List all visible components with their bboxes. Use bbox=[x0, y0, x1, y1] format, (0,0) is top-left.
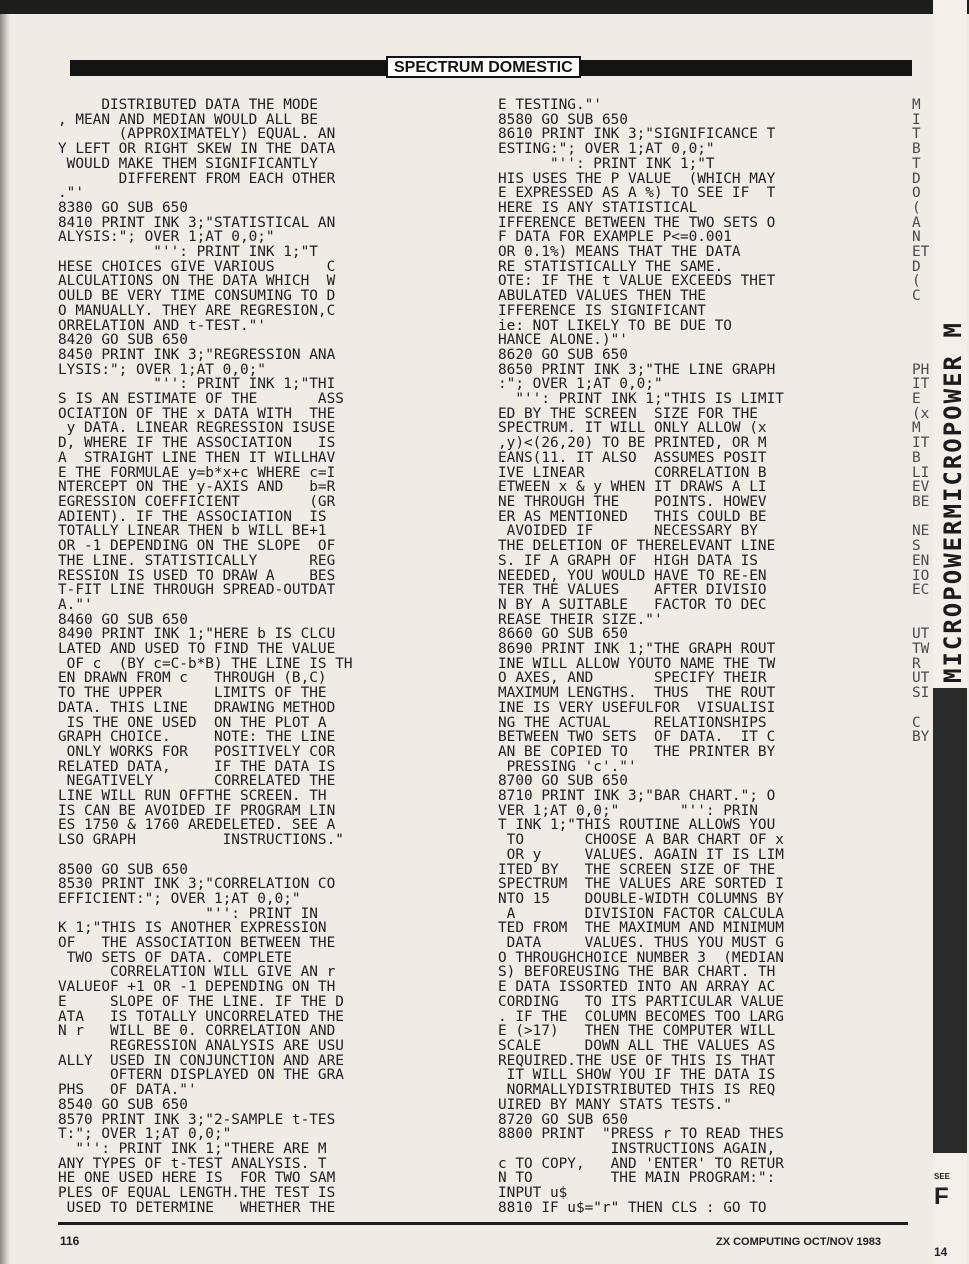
listing-line: 8410 PRINT INK 3;"STATISTICAL AN bbox=[58, 214, 336, 231]
listing-line: 8530 PRINT INK 3;"CORRELATION CO bbox=[58, 876, 336, 893]
listing-line: OF c (BY c=C-b*B) THE LINE IS TH bbox=[58, 655, 353, 672]
listing-line: 8580 GO SUB 650 bbox=[498, 111, 628, 128]
listing-line: "'': PRINT IN bbox=[58, 905, 318, 922]
ghost-text-fragment: UT bbox=[912, 670, 930, 687]
listing-line: ADIENT). IF THE ASSOCIATION IS bbox=[58, 508, 327, 525]
listing-line: 8380 GO SUB 650 bbox=[58, 199, 188, 216]
listing-line: VALUEOF +1 OR -1 DEPENDING ON TH bbox=[58, 979, 336, 996]
listing-line: HE ONE USED HERE IS FOR TWO SAM bbox=[58, 1170, 336, 1187]
listing-line: "'': PRINT INK 1;"THERE ARE M bbox=[58, 1140, 327, 1157]
listing-line: TO CHOOSE A BAR CHART OF x bbox=[498, 832, 784, 849]
ghost-text-fragment: N bbox=[912, 229, 921, 246]
listing-line: ALYSIS:"; OVER 1;AT 0,0;" bbox=[58, 229, 275, 246]
listing-line: NE THROUGH THE POINTS. HOWEV bbox=[498, 493, 767, 510]
listing-line: OR -1 DEPENDING ON THE SLOPE OF bbox=[58, 538, 336, 555]
listing-line: PHS OF DATA."' bbox=[58, 1082, 197, 1099]
listing-line: OR 0.1%) MEANS THAT THE DATA bbox=[498, 244, 741, 261]
ghost-text-fragment: T bbox=[912, 126, 921, 143]
listing-line: TER THE VALUES AFTER DIVISIO bbox=[498, 582, 767, 599]
listing-line: AN BE COPIED TO THE PRINTER BY bbox=[498, 743, 776, 760]
listing-line: ALCULATIONS ON THE DATA WHICH W bbox=[58, 273, 336, 290]
ghost-text-fragment: S bbox=[912, 538, 921, 555]
listing-line: ORRELATION AND t-TEST."' bbox=[58, 317, 266, 334]
ghost-text-fragment: EC bbox=[912, 582, 930, 599]
listing-line: y DATA. LINEAR REGRESSION ISUSE bbox=[58, 420, 336, 437]
ghost-text-fragment: SI bbox=[912, 685, 930, 702]
ghost-text-fragment: (x bbox=[912, 405, 930, 422]
listing-line: ANY TYPES OF t-TEST ANALYSIS. T bbox=[58, 1155, 327, 1172]
listing-line: N BY A SUITABLE FACTOR TO DEC bbox=[498, 596, 767, 613]
listing-line: S. IF A GRAPH OF HIGH DATA IS bbox=[498, 552, 758, 569]
ghost-text-fragment: EV bbox=[912, 479, 930, 496]
advert-tag-letter: F bbox=[934, 1183, 949, 1210]
listing-line: EGRESSION COEFFICIENT (GR bbox=[58, 493, 336, 510]
ghost-text-fragment: M bbox=[912, 420, 921, 437]
listing-line: "'': PRINT INK 1;"THI bbox=[58, 376, 336, 393]
listing-line: T-FIT LINE THROUGH SPREAD-OUTDAT bbox=[58, 582, 336, 599]
ghost-text-fragment: EN bbox=[912, 552, 930, 569]
listing-line: 8620 GO SUB 650 bbox=[498, 346, 628, 363]
listing-line: IVE LINEAR CORRELATION B bbox=[498, 464, 767, 481]
listing-line: K 1;"THIS IS ANOTHER EXPRESSION bbox=[58, 920, 327, 937]
listing-line: CORDING TO ITS PARTICULAR VALUE bbox=[498, 993, 784, 1010]
listing-line: BETWEEN TWO SETS OF DATA. IT C bbox=[498, 729, 776, 746]
listing-line: 8450 PRINT INK 3;"REGRESSION ANA bbox=[58, 346, 336, 363]
section-title: SPECTRUM DOMESTIC bbox=[386, 56, 581, 78]
listing-line: OF THE ASSOCIATION BETWEEN THE bbox=[58, 935, 336, 952]
listing-line: TWO SETS OF DATA. COMPLETE bbox=[58, 949, 292, 966]
listing-line: SPECTRUM THE VALUES ARE SORTED I bbox=[498, 876, 784, 893]
listing-line: IFFERENCE IS SIGNIFICANT bbox=[498, 302, 706, 319]
listing-line: ONLY WORKS FOR POSITIVELY COR bbox=[58, 743, 336, 760]
listing-line: TED FROM THE MAXIMUM AND MINIMUM bbox=[498, 920, 784, 937]
listing-line: DATA VALUES. THUS YOU MUST G bbox=[498, 935, 784, 952]
listing-line: RE STATISTICALLY THE SAME. bbox=[498, 258, 724, 275]
listing-line: TO THE UPPER LIMITS OF THE bbox=[58, 685, 327, 702]
advert-strip bbox=[933, 0, 967, 1264]
ghost-text-fragment: PH bbox=[912, 361, 930, 378]
listing-line: OTE: IF THE t VALUE EXCEEDS THET bbox=[498, 273, 776, 290]
ghost-text-fragment: IT bbox=[912, 376, 930, 393]
ghost-text-fragment: R bbox=[912, 655, 921, 672]
listing-line: LSO GRAPH INSTRUCTIONS." bbox=[58, 832, 344, 849]
ghost-text-fragment: T bbox=[912, 155, 921, 172]
listing-line: :"; OVER 1;AT 0,0;" bbox=[498, 376, 663, 393]
adjacent-page-ghost-text bbox=[912, 98, 929, 745]
ghost-text-fragment: C bbox=[912, 288, 921, 305]
listing-line: CORRELATION WILL GIVE AN r bbox=[58, 964, 336, 981]
ghost-text-fragment: E bbox=[912, 391, 921, 408]
section-header bbox=[70, 56, 912, 78]
advert-tag-number: 14 bbox=[934, 1245, 948, 1259]
listing-line: HERE IS ANY STATISTICAL bbox=[498, 199, 698, 216]
listing-line: 8800 PRINT "PRESS r TO READ THES bbox=[498, 1126, 784, 1143]
listing-line: NTERCEPT ON THE y-AXIS AND b=R bbox=[58, 479, 336, 496]
listing-line: ATA IS TOTALLY UNCORRELATED THE bbox=[58, 1008, 344, 1025]
listing-line: LINE WILL RUN OFFTHE SCREEN. TH bbox=[58, 788, 327, 805]
listing-line: IS CAN BE AVOIDED IF PROGRAM LIN bbox=[58, 802, 336, 819]
listing-line: NG THE ACTUAL RELATIONSHIPS bbox=[498, 714, 767, 731]
listing-line: EN DRAWN FROM c THROUGH (B,C) bbox=[58, 670, 327, 687]
listing-line: INSTRUCTIONS AGAIN, bbox=[498, 1140, 776, 1157]
listing-line: E DATA ISSORTED INTO AN ARRAY AC bbox=[498, 979, 776, 996]
listing-line: 8810 IF u$="r" THEN CLS : GO TO bbox=[498, 1199, 767, 1213]
listing-line: IT WILL SHOW YOU IF THE DATA IS bbox=[498, 1067, 776, 1084]
listing-line: 8650 PRINT INK 3;"THE LINE GRAPH bbox=[498, 361, 776, 378]
listing-line: LATED AND USED TO FIND THE VALUE bbox=[58, 641, 336, 658]
adjacent-page-margin bbox=[912, 0, 969, 1264]
listing-line: OULD BE VERY TIME CONSUMING TO D bbox=[58, 288, 336, 305]
listing-line: RESSION IS USED TO DRAW A BES bbox=[58, 567, 336, 584]
listing-line: ,y)<(26,20) TO BE PRINTED, OR M bbox=[498, 435, 767, 452]
listing-line: O MANUALLY. THEY ARE REGRESION,C bbox=[58, 302, 336, 319]
listing-line: HIS USES THE P VALUE (WHICH MAY bbox=[498, 170, 776, 187]
listing-line: NEGATIVELY CORRELATED THE bbox=[58, 773, 336, 790]
advert-tag-see: SEE bbox=[934, 1172, 951, 1181]
listing-line: "'': PRINT INK 1;"T bbox=[498, 155, 715, 172]
ghost-text-fragment: I bbox=[912, 111, 921, 128]
ghost-text-fragment: TW bbox=[912, 641, 930, 658]
listing-line: OCIATION OF THE x DATA WITH THE bbox=[58, 405, 336, 422]
listing-line: N r WILL BE 0. CORRELATION AND bbox=[58, 1023, 336, 1040]
listing-line: NTO 15 DOUBLE-WIDTH COLUMNS BY bbox=[498, 890, 784, 907]
page-number: 116 bbox=[60, 1234, 80, 1248]
listing-line: 8460 GO SUB 650 bbox=[58, 611, 188, 628]
listing-line: ITED BY THE SCREEN SIZE OF THE bbox=[498, 861, 776, 878]
ghost-text-fragment: ET bbox=[912, 244, 930, 261]
listing-line: "'': PRINT INK 1;"T bbox=[58, 244, 318, 261]
listing-line: E SLOPE OF THE LINE. IF THE D bbox=[58, 993, 344, 1010]
footer-rule bbox=[58, 1222, 908, 1225]
listing-line: 8490 PRINT INK 1;"HERE b IS CLCU bbox=[58, 626, 336, 643]
listing-line: S IS AN ESTIMATE OF THE ASS bbox=[58, 391, 344, 408]
listing-line: A DIVISION FACTOR CALCULA bbox=[498, 905, 784, 922]
ghost-text-fragment: ( bbox=[912, 273, 921, 290]
listing-line: REASE THEIR SIZE."' bbox=[498, 611, 663, 628]
listing-line: AVOIDED IF NECESSARY BY bbox=[498, 523, 758, 540]
ghost-text-fragment: C bbox=[912, 714, 921, 731]
listing-line: 8690 PRINT INK 1;"THE GRAPH ROUT bbox=[498, 641, 776, 658]
ghost-text-fragment: IO bbox=[912, 567, 930, 584]
listing-line: HANCE ALONE.)"' bbox=[498, 332, 628, 349]
listing-line: ABULATED VALUES THEN THE bbox=[498, 288, 706, 305]
listing-line: INPUT u$ bbox=[498, 1185, 568, 1202]
listing-line: REQUIRED.THE USE OF THIS IS THAT bbox=[498, 1052, 776, 1069]
listing-line: . IF THE COLUMN BECOMES TOO LARG bbox=[498, 1008, 784, 1025]
listing-line: ETWEEN x & y WHEN IT DRAWS A LI bbox=[498, 479, 767, 496]
listing-line: 8710 PRINT INK 3;"BAR CHART."; O bbox=[498, 788, 776, 805]
listing-line: ALLY USED IN CONJUNCTION AND ARE bbox=[58, 1052, 344, 1069]
listing-line: A."' bbox=[58, 596, 93, 613]
listing-line: E THE FORMULAE y=b*x+c WHERE c=I bbox=[58, 464, 336, 481]
listing-line: (APPROXIMATELY) EQUAL. AN bbox=[58, 126, 336, 143]
ghost-text-fragment: O bbox=[912, 185, 921, 202]
listing-line: OFTERN DISPLAYED ON THE GRA bbox=[58, 1067, 344, 1084]
ghost-text-fragment: D bbox=[912, 258, 921, 275]
ghost-text-fragment: NE bbox=[912, 523, 930, 540]
listing-left-column bbox=[58, 98, 488, 1213]
magazine-issue-footer: ZX COMPUTING OCT/NOV 1983 bbox=[715, 1236, 881, 1248]
listing-line: NORMALLYDISTRIBUTED THIS IS REQ bbox=[498, 1082, 776, 1099]
listing-line: ie: NOT LIKELY TO BE DUE TO bbox=[498, 317, 732, 334]
listing-line: IS THE ONE USED ON THE PLOT A bbox=[58, 714, 327, 731]
listing-line: SPECTRUM. IT WILL ONLY ALLOW (x bbox=[498, 420, 767, 437]
listing-line: IFFERENCE BETWEEN THE TWO SETS O bbox=[498, 214, 776, 231]
listing-line: VER 1;AT 0,0;" "'': PRIN bbox=[498, 802, 758, 819]
listing-line: SCALE DOWN ALL THE VALUES AS bbox=[498, 1038, 776, 1054]
listing-line: N TO THE MAIN PROGRAM:": bbox=[498, 1170, 776, 1187]
listing-line: c TO COPY, AND 'ENTER' TO RETUR bbox=[498, 1155, 784, 1172]
listing-line: "'': PRINT INK 1;"THIS IS LIMIT bbox=[498, 391, 784, 408]
listing-line: DIFFERENT FROM EACH OTHER bbox=[58, 170, 336, 187]
listing-line: MAXIMUM LENGTHS. THUS THE ROUT bbox=[498, 685, 776, 702]
listing-line: E (>17) THEN THE COMPUTER WILL bbox=[498, 1023, 776, 1040]
listing-line: T:"; OVER 1;AT 0,0;" bbox=[58, 1126, 232, 1143]
ghost-text-fragment: UT bbox=[912, 626, 930, 643]
listing-line: ES 1750 & 1760 AREDELETED. SEE A bbox=[58, 817, 336, 834]
advert-photo-block bbox=[933, 688, 967, 1153]
listing-line: REGRESSION ANALYSIS ARE USU bbox=[58, 1038, 344, 1054]
listing-line: 8570 PRINT INK 3;"2-SAMPLE t-TES bbox=[58, 1111, 336, 1128]
listing-line: THE DELETION OF THERELEVANT LINE bbox=[498, 538, 776, 555]
ghost-text-fragment: BY bbox=[912, 729, 930, 746]
listing-line: UIRED BY MANY STATS TESTS." bbox=[498, 1096, 732, 1113]
listing-line: DISTRIBUTED DATA THE MODE bbox=[58, 98, 318, 113]
top-edge-band bbox=[0, 0, 969, 14]
listing-line: F DATA FOR EXAMPLE P<=0.001 bbox=[498, 229, 732, 246]
listing-line: Y LEFT OR RIGHT SKEW IN THE DATA bbox=[58, 141, 336, 158]
listing-line: A STRAIGHT LINE THEN IT WILLHAV bbox=[58, 449, 336, 466]
listing-line: ED BY THE SCREEN SIZE FOR THE bbox=[498, 405, 758, 422]
listing-line: , MEAN AND MEDIAN WOULD ALL BE bbox=[58, 111, 318, 128]
ghost-text-fragment: M bbox=[912, 97, 921, 113]
listing-line: ESTING:"; OVER 1;AT 0,0;" bbox=[498, 141, 715, 158]
listing-line: E TESTING."' bbox=[498, 98, 602, 113]
listing-line: DATA. THIS LINE DRAWING METHOD bbox=[58, 699, 336, 716]
ghost-text-fragment: B bbox=[912, 449, 921, 466]
ghost-text-fragment: ( bbox=[912, 199, 921, 216]
listing-line: PLES OF EQUAL LENGTH.THE TEST IS bbox=[58, 1185, 336, 1202]
ghost-text-fragment: D bbox=[912, 170, 921, 187]
listing-line: T INK 1;"THIS ROUTINE ALLOWS YOU bbox=[498, 817, 776, 834]
listing-line: D, WHERE IF THE ASSOCIATION IS bbox=[58, 435, 336, 452]
ghost-text-fragment: B bbox=[912, 141, 921, 158]
listing-line: EANS(11. IT ALSO ASSUMES POSIT bbox=[498, 449, 767, 466]
listing-line: HESE CHOICES GIVE VARIOUS C bbox=[58, 258, 336, 275]
listing-line: RELATED DATA, IF THE DATA IS bbox=[58, 758, 336, 775]
advert-banner bbox=[933, 38, 967, 683]
listing-line: O AXES, AND SPECIFY THEIR bbox=[498, 670, 767, 687]
listing-line: 8720 GO SUB 650 bbox=[498, 1111, 628, 1128]
listing-line: NEEDED, YOU WOULD HAVE TO RE-EN bbox=[498, 567, 767, 584]
listing-right-column bbox=[498, 98, 908, 1213]
listing-line: OR y VALUES. AGAIN IT IS LIM bbox=[498, 846, 784, 863]
listing-line: THE LINE. STATISTICALLY REG bbox=[58, 552, 336, 569]
listing-line: E EXPRESSED AS A %) TO SEE IF T bbox=[498, 185, 776, 202]
listing-line: LYSIS:"; OVER 1;AT 0,0;" bbox=[58, 361, 266, 378]
advert-banner-text: MICROPOWERMICROPOWER M bbox=[939, 321, 967, 683]
listing-line: INE IS VERY USEFULFOR VISUALISI bbox=[498, 699, 776, 716]
listing-line: ."' bbox=[58, 185, 84, 202]
listing-line: TOTALLY LINEAR THEN b WILL BE+1 bbox=[58, 523, 327, 540]
listing-line: INE WILL ALLOW YOUTO NAME THE TW bbox=[498, 655, 776, 672]
listing-line: 8540 GO SUB 650 bbox=[58, 1096, 188, 1113]
ghost-text-fragment: A bbox=[912, 214, 921, 231]
page-binding-shadow bbox=[0, 0, 10, 1264]
listing-line: GRAPH CHOICE. NOTE: THE LINE bbox=[58, 729, 336, 746]
ghost-text-fragment: LI bbox=[912, 464, 930, 481]
listing-line: EFFICIENT:"; OVER 1;AT 0,0;" bbox=[58, 890, 301, 907]
listing-line: WOULD MAKE THEM SIGNIFICANTLY bbox=[58, 155, 318, 172]
listing-line: PRESSING 'c'."' bbox=[498, 758, 637, 775]
listing-line: 8420 GO SUB 650 bbox=[58, 332, 188, 349]
listing-line: 8700 GO SUB 650 bbox=[498, 773, 628, 790]
listing-line: O THROUGHCHOICE NUMBER 3 (MEDIAN bbox=[498, 949, 784, 966]
listing-line: 8500 GO SUB 650 bbox=[58, 861, 188, 878]
ghost-text-fragment: BE bbox=[912, 493, 930, 510]
listing-line: USED TO DETERMINE WHETHER THE bbox=[58, 1199, 336, 1213]
listing-line: ER AS MENTIONED THIS COULD BE bbox=[498, 508, 767, 525]
listing-line: S) BEFOREUSING THE BAR CHART. TH bbox=[498, 964, 776, 981]
listing-line: 8660 GO SUB 650 bbox=[498, 626, 628, 643]
ghost-text-fragment: IT bbox=[912, 435, 930, 452]
listing-line: 8610 PRINT INK 3;"SIGNIFICANCE T bbox=[498, 126, 776, 143]
